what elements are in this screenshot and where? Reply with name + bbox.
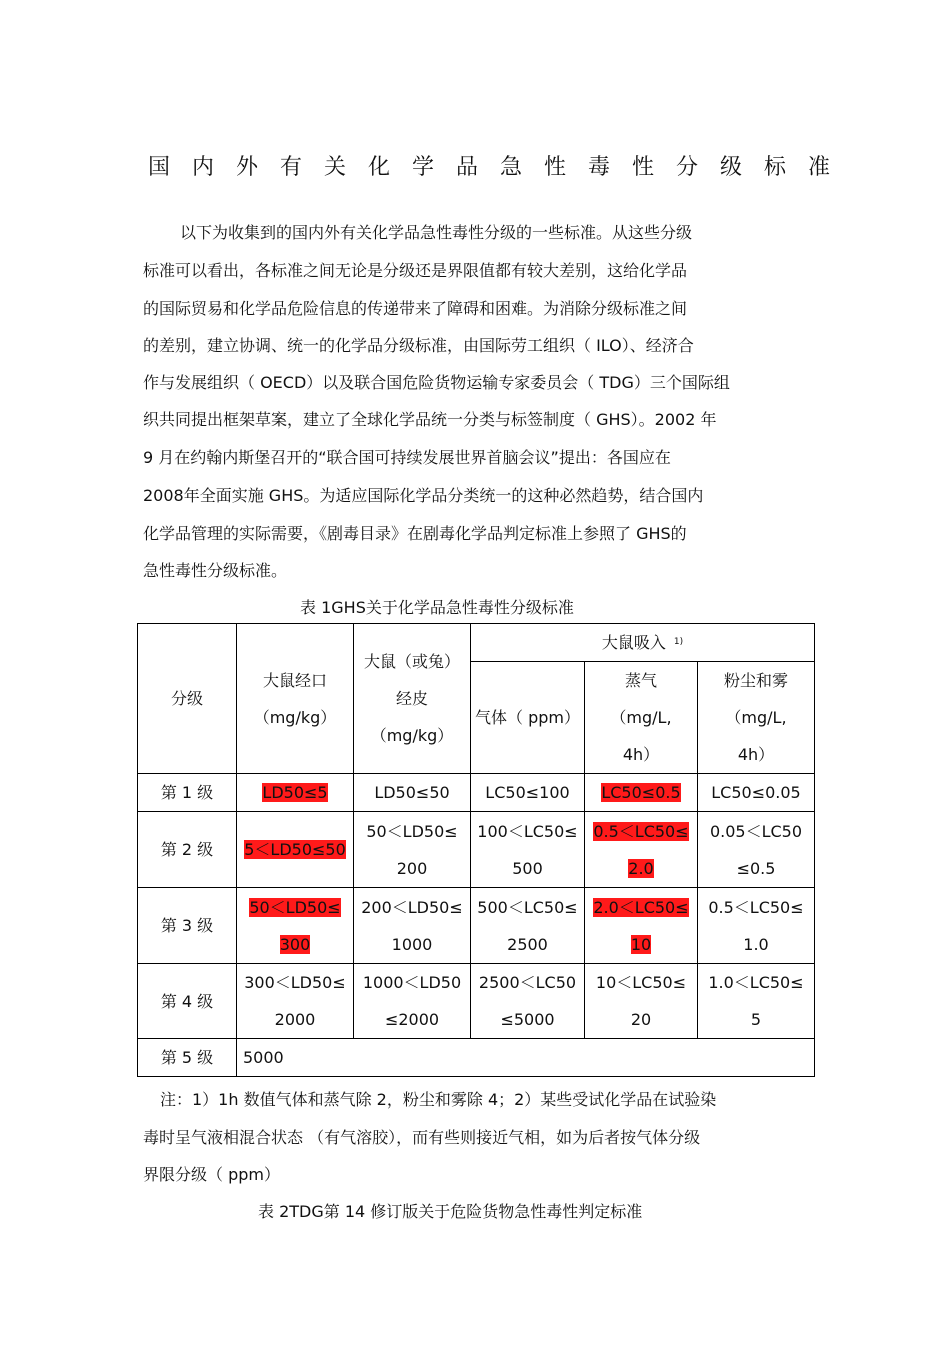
grade-cell: 第 4 级 — [138, 964, 237, 1039]
paragraph-line: 的国际贸易和化学品危险信息的传递带来了障碍和困难。为消除分级标准之间 — [143, 299, 688, 318]
highlighted-value: 2.0＜LC50≤ 10 — [593, 897, 689, 954]
dermal-cell: 200＜LD50≤ 1000 — [354, 888, 471, 964]
gas-cell: 2500＜LC50 ≤5000 — [471, 964, 585, 1039]
header-dermal: 大鼠（或兔） 经皮 （mg/kg） — [354, 624, 471, 774]
grade-cell: 第 3 级 — [138, 888, 237, 964]
note-line: 界限分级（ ppm） — [143, 1165, 280, 1184]
paragraph-line: 2008年全面实施 GHS。为适应国际化学品分类统一的这种必然趋势，结合国内 — [143, 486, 704, 505]
vapour-cell — [585, 888, 698, 964]
gas-cell: LC50≤100 — [471, 774, 585, 812]
note-line: 注：1）1h 数值气体和蒸气除 2，粉尘和雾除 4；2）某些受试化学品在试验染 — [160, 1090, 717, 1109]
table-row — [138, 888, 815, 964]
grade-cell: 第 1 级 — [138, 774, 237, 812]
dust-cell: 1.0＜LC50≤ 5 — [698, 964, 815, 1039]
table-row — [138, 1039, 815, 1077]
header-grade: 分级 — [138, 624, 237, 774]
paragraph-line: 织共同提出框架草案，建立了全球化学品统一分类与标签制度（ GHS）。2002 年 — [143, 410, 717, 429]
paragraph-line: 作与发展组织（ OECD）以及联合国危险货物运输专家委员会（ TDG）三个国际组 — [143, 373, 730, 392]
oral-cell — [237, 812, 354, 888]
oral-cell: 300＜LD50≤ 2000 — [237, 964, 354, 1039]
highlighted-value: LD50≤5 — [262, 783, 328, 802]
oral-cell — [237, 888, 354, 964]
highlighted-value: 50＜LD50≤ 300 — [249, 897, 341, 954]
header-inhalation-label: 大鼠吸入 — [601, 633, 666, 652]
footnote-marker: 1) — [673, 637, 684, 647]
paragraph-line: 9 月在约翰内斯堡召开的“联合国可持续发展世界首脑会议”提出：各国应在 — [143, 448, 671, 467]
dust-cell: 0.5＜LC50≤ 1.0 — [698, 888, 815, 964]
header-oral: 大鼠经口 （mg/kg） — [237, 624, 354, 774]
dermal-cell: 50＜LD50≤ 200 — [354, 812, 471, 888]
oral-cell — [237, 774, 354, 812]
header-vapour: 蒸气 （mg/L, 4h） — [585, 662, 698, 774]
paragraph-line: 化学品管理的实际需要，《剧毒目录》在剧毒化学品判定标准上参照了 GHS的 — [143, 524, 687, 543]
table1-caption: 表 1GHS关于化学品急性毒性分级标准 — [300, 598, 574, 617]
header-gas: 气体（ ppm） — [471, 662, 585, 774]
gas-cell: 100＜LC50≤ 500 — [471, 812, 585, 888]
page-title: 国内外有关化学品急性毒性分级标准 — [148, 155, 853, 180]
dust-cell: 0.05＜LC50 ≤0.5 — [698, 812, 815, 888]
grade-cell: 第 5 级 — [138, 1039, 237, 1077]
paragraph-line: 急性毒性分级标准。 — [143, 561, 288, 580]
highlighted-value: LC50≤0.5 — [601, 783, 681, 802]
table-row — [138, 774, 815, 812]
header-inhalation — [471, 624, 815, 662]
dermal-cell: 1000＜LD50 ≤2000 — [354, 964, 471, 1039]
note-line: 毒时呈气液相混合状态 （有气溶胶），而有些则接近气相，如为后者按气体分级 — [143, 1128, 701, 1147]
highlighted-value: 5＜LD50≤50 — [244, 840, 346, 859]
vapour-cell — [585, 812, 698, 888]
gas-cell: 500＜LC50≤ 2500 — [471, 888, 585, 964]
grade5-value-cell: 5000 — [237, 1039, 815, 1077]
header-dust: 粉尘和雾 （mg/L, 4h） — [698, 662, 815, 774]
paragraph-line: 的差别，建立协调、统一的化学品分级标准，由国际劳工组织（ ILO）、经济合 — [143, 336, 694, 355]
ghs-classification-table — [137, 623, 815, 1077]
highlighted-value: 0.5＜LC50≤ 2.0 — [593, 821, 689, 878]
paragraph-line: 以下为收集到的国内外有关化学品急性毒性分级的一些标准。从这些分级 — [180, 223, 693, 242]
vapour-cell — [585, 774, 698, 812]
table-row — [138, 812, 815, 888]
table-row — [138, 964, 815, 1039]
vapour-cell: 10＜LC50≤ 20 — [585, 964, 698, 1039]
table2-caption: 表 2TDG第 14 修订版关于危险货物急性毒性判定标准 — [258, 1202, 643, 1221]
dust-cell: LC50≤0.05 — [698, 774, 815, 812]
grade-cell: 第 2 级 — [138, 812, 237, 888]
paragraph-line: 标准可以看出，各标准之间无论是分级还是界限值都有较大差别，这给化学品 — [143, 261, 688, 280]
dermal-cell: LD50≤50 — [354, 774, 471, 812]
